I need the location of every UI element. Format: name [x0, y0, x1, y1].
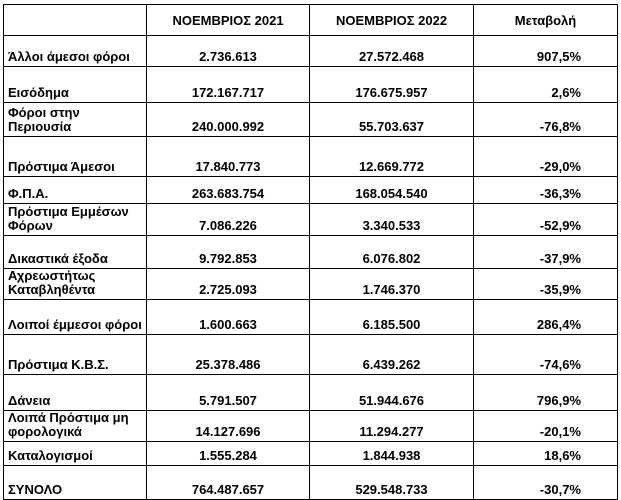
table-row: [4, 204, 618, 236]
value-2022: 1.844.938: [310, 442, 474, 466]
value-2022: 176.675.957: [310, 67, 474, 103]
row-label: Καταλογισμοί: [4, 442, 147, 466]
value-2022: 6.185.500: [310, 300, 474, 335]
value-2021: 25.378.486: [147, 335, 310, 375]
row-label: Φ.Π.Α.: [4, 177, 147, 204]
row-label: Λοιποί έμμεσοι φόροι: [4, 300, 147, 335]
header-empty: [4, 5, 147, 36]
header-row: [4, 5, 618, 36]
table-row: [4, 335, 618, 375]
revenue-table: [3, 4, 618, 500]
header-nov-2021: ΝΟΕΜΒΡΙΟΣ 2021: [147, 5, 310, 36]
row-label: Αχρεωστήτως Καταβληθέντα: [4, 269, 147, 300]
change-value: 2,6%: [474, 67, 618, 103]
value-2021: 17.840.773: [147, 137, 310, 177]
value-2021: 2.736.613: [147, 36, 310, 67]
value-2021: 14.127.696: [147, 411, 310, 442]
change-value: -52,9%: [474, 204, 618, 236]
row-label: Δικαστικά έξοδα: [4, 236, 147, 269]
value-2021: 7.086.226: [147, 204, 310, 236]
header-change: Μεταβολή: [474, 5, 618, 36]
change-value: -29,0%: [474, 137, 618, 177]
table-row: [4, 442, 618, 466]
value-2021: 263.683.754: [147, 177, 310, 204]
table-row: [4, 411, 618, 442]
value-2021: 764.487.657: [147, 466, 310, 500]
change-value: -37,9%: [474, 236, 618, 269]
value-2022: 1.746.370: [310, 269, 474, 300]
table-row: [4, 177, 618, 204]
change-value: -30,7%: [474, 466, 618, 500]
row-label: ΣΥΝΟΛΟ: [4, 466, 147, 500]
value-2022: 529.548.733: [310, 466, 474, 500]
total-row: [4, 466, 618, 500]
table-row: [4, 67, 618, 103]
value-2021: 172.167.717: [147, 67, 310, 103]
table-row: [4, 137, 618, 177]
value-2022: 55.703.637: [310, 103, 474, 137]
change-value: 907,5%: [474, 36, 618, 67]
change-value: 286,4%: [474, 300, 618, 335]
row-label: Πρόστιμα Εμμέσων Φόρων: [4, 204, 147, 236]
table-row: [4, 36, 618, 67]
value-2021: 9.792.853: [147, 236, 310, 269]
change-value: -35,9%: [474, 269, 618, 300]
value-2022: 6.439.262: [310, 335, 474, 375]
value-2021: 240.000.992: [147, 103, 310, 137]
row-label: Λοιπά Πρόστιμα μη φορολογικά: [4, 411, 147, 442]
change-value: -36,3%: [474, 177, 618, 204]
value-2022: 51.944.676: [310, 375, 474, 411]
table-row: [4, 269, 618, 300]
row-label: Πρόστιμα Άμεσοι: [4, 137, 147, 177]
change-value: -20,1%: [474, 411, 618, 442]
change-value: 796,9%: [474, 375, 618, 411]
header-nov-2022: ΝΟΕΜΒΡΙΟΣ 2022: [310, 5, 474, 36]
value-2022: 27.572.468: [310, 36, 474, 67]
value-2022: 3.340.533: [310, 204, 474, 236]
row-label: Εισόδημα: [4, 67, 147, 103]
value-2022: 12.669.772: [310, 137, 474, 177]
value-2021: 1.555.284: [147, 442, 310, 466]
value-2021: 1.600.663: [147, 300, 310, 335]
table-row: [4, 300, 618, 335]
change-value: -74,6%: [474, 335, 618, 375]
value-2022: 6.076.802: [310, 236, 474, 269]
row-label: Πρόστιμα Κ.Β.Σ.: [4, 335, 147, 375]
value-2021: 5.791.507: [147, 375, 310, 411]
change-value: 18,6%: [474, 442, 618, 466]
table-row: [4, 103, 618, 137]
row-label: Φόροι στην Περιουσία: [4, 103, 147, 137]
row-label: Δάνεια: [4, 375, 147, 411]
row-label: Άλλοι άμεσοι φόροι: [4, 36, 147, 67]
value-2021: 2.725.093: [147, 269, 310, 300]
table-row: [4, 236, 618, 269]
value-2022: 168.054.540: [310, 177, 474, 204]
value-2022: 11.294.277: [310, 411, 474, 442]
table-row: [4, 375, 618, 411]
change-value: -76,8%: [474, 103, 618, 137]
